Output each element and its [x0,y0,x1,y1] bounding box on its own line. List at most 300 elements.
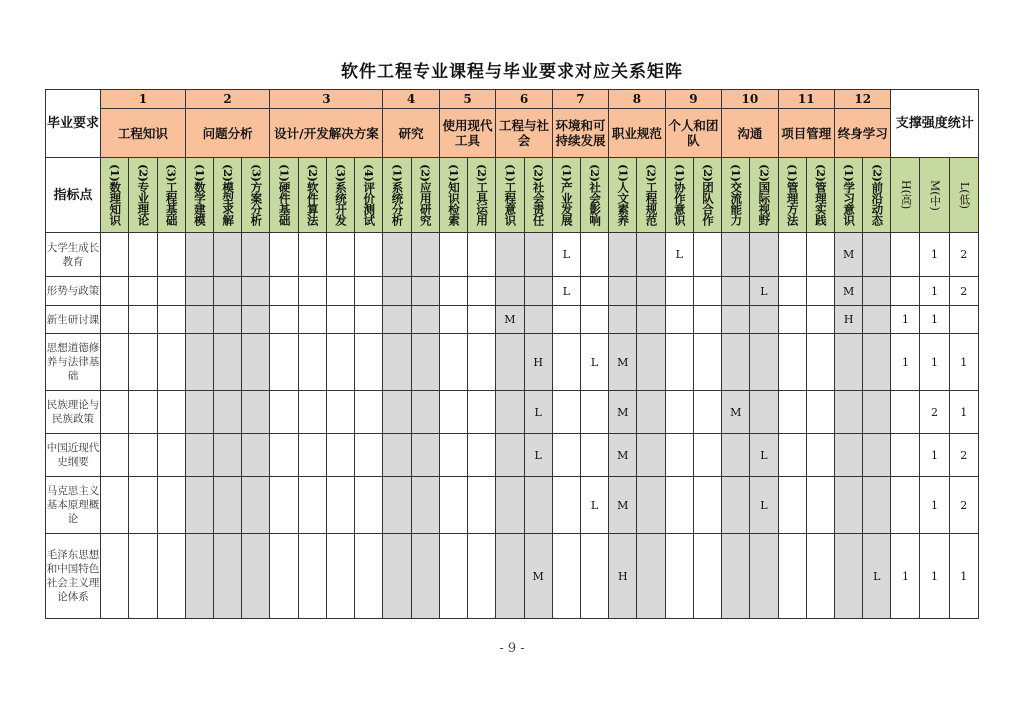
matrix-cell [242,233,270,277]
support-count-cell [920,233,949,277]
matrix-cell [129,534,157,619]
course-name-cell [46,334,101,391]
matrix-cell [213,233,241,277]
page-title: 软件工程专业课程与毕业要求对应关系矩阵 [341,62,683,82]
support-column-header [920,158,949,233]
matrix-cell [355,277,383,306]
support-column-header [949,158,978,233]
matrix-cell [835,477,863,534]
indicator-cell [524,158,552,233]
support-mark: L [534,405,542,419]
matrix-cell [270,277,298,306]
course-name: 中国近现代史纲要 [46,442,100,468]
req-number: 3 [322,92,331,106]
matrix-cell [524,306,552,334]
support-count-cell [949,277,978,306]
matrix-cell [496,277,524,306]
matrix-cell [242,277,270,306]
req-number-cell [496,90,552,109]
req-name: 使用现代工具 [442,118,493,148]
req-number-cell [665,90,721,109]
indicator-cell [722,158,750,233]
req-number-cell [101,90,186,109]
support-mark: H [618,569,628,583]
matrix-cell [750,534,778,619]
matrix-cell [524,233,552,277]
matrix-cell [552,477,580,534]
matrix-cell [129,391,157,434]
support-count: 1 [931,355,938,369]
indicator-cell [637,158,665,233]
support-count: 2 [960,448,968,462]
support-mark: M [617,498,629,512]
matrix-cell [326,277,354,306]
support-count-cell [949,534,978,619]
matrix-cell [665,277,693,306]
matrix-cell [157,306,185,334]
indicator-text: (2)工程规范 [644,164,659,226]
matrix-cell [496,334,524,391]
req-name: 项目管理 [781,125,832,141]
matrix-cell [298,477,326,534]
matrix-cell [524,434,552,477]
matrix-cell [637,434,665,477]
matrix-cell [637,233,665,277]
indicator-cell [355,158,383,233]
matrix-cell [129,277,157,306]
matrix-cell [835,391,863,434]
req-number: 12 [854,92,872,106]
matrix-cell [298,334,326,391]
support-mark: M [617,448,629,462]
support-count-cell [891,334,920,391]
matrix-cell [693,306,721,334]
matrix-cell [326,477,354,534]
req-number: 6 [519,92,529,106]
matrix-cell [580,534,608,619]
matrix-cell [750,306,778,334]
matrix-cell [806,334,834,391]
matrix-cell [157,391,185,434]
req-number-cell [835,90,891,109]
matrix-cell [693,233,721,277]
req-number: 1 [138,92,148,106]
support-count-cell [891,477,920,534]
indicator-text: (2)社会影响 [588,164,603,226]
matrix-cell [298,306,326,334]
matrix-cell [439,233,467,277]
matrix-cell [101,434,129,477]
support-mark: L [590,355,599,369]
matrix-cell [863,306,891,334]
matrix-cell [242,434,270,477]
indicator-text: (1)系统分析 [390,164,405,226]
table-row [46,477,979,534]
matrix-cell [298,534,326,619]
support-count-cell [949,306,978,334]
course-name: 形势与政策 [46,285,100,297]
course-name-cell [46,306,101,334]
support-mark: L [562,248,570,261]
matrix-cell [270,534,298,619]
matrix-cell [496,534,524,619]
indicator-cell [326,158,354,233]
support-mark: L [760,448,768,462]
indicator-cell [863,158,891,233]
matrix-cell [496,306,524,334]
matrix-cell [693,477,721,534]
indicator-text: (2)国际视野 [757,164,772,226]
matrix-cell [750,434,778,477]
support-count: 1 [960,569,968,583]
matrix-cell [524,534,552,619]
req-name: 设计/开发解决方案 [274,125,379,141]
matrix-cell [355,534,383,619]
matrix-cell [722,233,750,277]
support-count: 1 [901,355,909,369]
course-name: 新生研讨课 [46,313,100,326]
matrix-cell [806,306,834,334]
matrix-cell [778,306,806,334]
matrix-cell [665,334,693,391]
matrix-cell [580,477,608,534]
support-count: 1 [931,284,938,298]
matrix-cell [665,233,693,277]
matrix-cell [524,477,552,534]
matrix-cell [468,391,496,434]
matrix-cell [242,306,270,334]
support-mark: L [534,448,542,462]
matrix-cell [722,306,750,334]
matrix-cell [609,477,637,534]
matrix-cell [863,477,891,534]
matrix-cell [750,233,778,277]
indicator-cell [806,158,834,233]
req-number-cell [778,90,834,109]
course-name: 马克思主义基本原理概论 [46,485,100,525]
matrix-cell [270,334,298,391]
indicator-cell [439,158,467,233]
matrix-cell [185,477,213,534]
matrix-cell [722,391,750,434]
matrix-cell [411,233,439,277]
matrix-cell [411,277,439,306]
indicator-cell [609,158,637,233]
matrix-cell [552,233,580,277]
matrix-cell [496,434,524,477]
matrix-cell [609,306,637,334]
req-name-cell [101,109,186,158]
indicator-text: (1)工程意识 [503,164,518,226]
req-name-cell [270,109,383,158]
matrix-cell [439,277,467,306]
matrix-cell [213,434,241,477]
support-count-cell [949,434,978,477]
indicator-text: (3)工程基础 [164,164,179,226]
matrix-cell [468,477,496,534]
matrix-cell [383,391,411,434]
matrix-cell [383,334,411,391]
matrix-cell [835,334,863,391]
matrix-cell [213,306,241,334]
req-name: 环境和可持续发展 [555,118,606,148]
indicator-text: (1)协作意识 [672,164,687,226]
indicator-text: (1)交流能力 [729,164,744,226]
course-name-cell [46,477,101,534]
matrix-cell [383,534,411,619]
req-name-cell [665,109,721,158]
matrix-cell [157,477,185,534]
support-count: 1 [931,569,938,583]
support-mark: M [730,405,742,419]
req-number: 10 [741,92,759,106]
course-name-cell [46,391,101,434]
matrix-cell [185,334,213,391]
matrix-cell [552,334,580,391]
matrix-cell [213,277,241,306]
matrix-cell [129,306,157,334]
table-row [46,233,979,277]
support-count-cell [891,391,920,434]
matrix-cell [326,306,354,334]
matrix-cell [383,434,411,477]
matrix-cell [298,434,326,477]
course-name: 大学生成长教育 [46,241,100,268]
matrix-cell [722,334,750,391]
req-name-cell [835,109,891,158]
matrix-cell [101,306,129,334]
matrix-cell [806,477,834,534]
indicator-cell [693,158,721,233]
matrix-cell [806,434,834,477]
matrix-cell [580,277,608,306]
course-name-cell [46,434,101,477]
table-row [46,391,979,434]
matrix-cell [665,391,693,434]
matrix-cell [580,434,608,477]
matrix-cell [835,233,863,277]
matrix-cell [270,233,298,277]
indicator-text: (1)管理方法 [785,164,800,226]
indicator-text: (2)团队合作 [700,164,715,226]
matrix-cell [637,334,665,391]
req-name: 工程与社会 [499,118,550,148]
matrix-cell [468,534,496,619]
indicator-text: (2)工具运用 [475,164,490,226]
matrix-cell [101,534,129,619]
indicator-cell [665,158,693,233]
matrix-cell [693,277,721,306]
course-name: 毛泽东思想和中国特色社会主义理论体系 [46,549,100,603]
matrix-cell [101,391,129,434]
matrix-cell [496,233,524,277]
matrix-cell [439,534,467,619]
matrix-cell [552,534,580,619]
matrix-cell [468,277,496,306]
matrix-cell [270,391,298,434]
matrix-cell [129,477,157,534]
matrix-cell [326,233,354,277]
req-number: 8 [632,92,642,106]
table-row [46,306,979,334]
matrix-cell [750,334,778,391]
matrix-cell [326,534,354,619]
support-mark: L [760,498,768,512]
support-count: 2 [960,248,968,261]
indicator-text: (2)模型求解 [221,164,236,226]
course-name: 思想道德修养与法律基础 [46,342,100,382]
support-count: 1 [901,569,909,583]
matrix-cell [185,233,213,277]
support-mark: L [760,284,768,298]
matrix-cell [580,334,608,391]
support-mark: L [590,498,599,512]
matrix-cell [778,233,806,277]
table-row [46,334,979,391]
matrix-cell [722,277,750,306]
indicator-text: (1)硬件基础 [277,164,292,226]
matrix-cell [383,233,411,277]
matrix-cell [693,534,721,619]
matrix-cell [835,277,863,306]
matrix-cell [157,434,185,477]
matrix-cell [157,277,185,306]
support-count-cell [891,434,920,477]
req-name: 职业规范 [611,125,662,141]
indicator-text: (3)系统开发 [334,164,348,226]
indicator-text: (3)方案分析 [249,164,264,226]
matrix-cell [157,233,185,277]
matrix-cell [383,477,411,534]
indicator-text: (2)前沿动态 [870,164,885,226]
req-name: 终身学习 [837,125,888,141]
support-count-cell [949,477,978,534]
matrix-cell [637,277,665,306]
matrix-cell [496,391,524,434]
matrix-cell [806,277,834,306]
matrix-cell [439,434,467,477]
matrix-cell [778,391,806,434]
matrix-cell [129,334,157,391]
matrix-cell [609,233,637,277]
support-count-cell [920,477,949,534]
support-label-cell [891,90,979,158]
req-name-cell [552,109,608,158]
matrix-cell [609,534,637,619]
matrix-cell [298,391,326,434]
indicator-text: (1)知识检索 [446,164,461,226]
matrix-cell [355,233,383,277]
support-count: 2 [931,405,938,419]
matrix-cell [355,306,383,334]
support-mark: H [533,355,543,369]
matrix-cell [242,477,270,534]
matrix-cell [213,334,241,391]
matrix-cell [665,477,693,534]
matrix-cell [580,391,608,434]
matrix-cell [580,233,608,277]
support-count-cell [891,306,920,334]
matrix-cell [609,334,637,391]
support-mark: L [562,284,570,298]
indicator-cell [298,158,326,233]
matrix-cell [355,477,383,534]
matrix-cell [468,306,496,334]
course-name-cell [46,233,101,277]
indicator-cell [552,158,580,233]
course-name-cell [46,277,101,306]
support-mark: M [617,405,629,419]
req-number-cell [722,90,778,109]
matrix-cell [609,434,637,477]
support-count-cell [949,334,978,391]
matrix-cell [806,534,834,619]
matrix-cell [496,477,524,534]
indicator-cell [383,158,411,233]
support-column-label: L(低) [957,181,971,209]
matrix-cell [722,534,750,619]
matrix-cell [411,391,439,434]
matrix-cell [637,306,665,334]
matrix-cell [185,391,213,434]
indicator-cell [468,158,496,233]
matrix-cell [665,434,693,477]
indicator-text: (2)专业理论 [136,164,151,226]
req-name: 研究 [398,125,424,141]
support-mark: H [843,313,854,326]
req-name-cell [496,109,552,158]
matrix-cell [129,434,157,477]
support-count-cell [949,233,978,277]
indicator-cell [185,158,213,233]
req-number: 4 [406,92,416,106]
support-count-cell [920,334,949,391]
matrix-cell [863,534,891,619]
course-name-cell [46,534,101,619]
matrix-cell [439,477,467,534]
matrix-cell [552,434,580,477]
indicator-text: (2)社会责任 [531,164,546,226]
indicator-text: (1)人文素养 [616,164,631,226]
matrix-cell [101,233,129,277]
indicator-text: (2)管理实践 [813,164,828,226]
matrix-cell [411,534,439,619]
matrix-cell [242,391,270,434]
support-count: 1 [960,405,968,419]
support-count: 2 [960,284,968,298]
matrix-cell [270,434,298,477]
matrix-cell [750,277,778,306]
req-name: 个人和团队 [668,118,719,148]
matrix-cell [524,334,552,391]
req-number-cell [609,90,665,109]
support-count: 1 [960,355,968,369]
support-count-cell [920,306,949,334]
support-mark: M [617,355,629,369]
matrix-cell [552,277,580,306]
requirements-matrix [45,89,979,619]
indicator-cell [270,158,298,233]
matrix-cell [355,334,383,391]
matrix-cell [637,391,665,434]
indicator-cell [242,158,270,233]
matrix-cell [750,391,778,434]
matrix-cell [637,534,665,619]
indicator-cell [496,158,524,233]
matrix-cell [213,534,241,619]
matrix-cell [383,277,411,306]
indicator-label: 指标点 [53,187,93,203]
